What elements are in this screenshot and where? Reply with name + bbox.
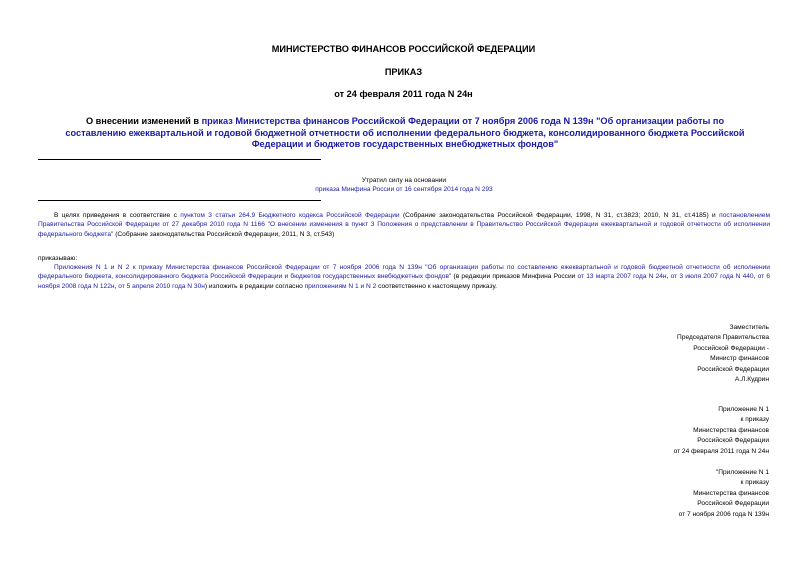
ministry-heading: МИНИСТЕРСТВО ФИНАНСОВ РОССИЙСКОЙ ФЕДЕРАЦИИ xyxy=(271,44,536,54)
doc-type-heading: ПРИКАЗ xyxy=(384,67,423,77)
preamble-link-decree[interactable]: постановлением Правительства Российской Федерации от 27 декабря 2010 года N 1166 "О внесении изменения в пункт 3 Положения о представлении в Правительство Российской Федерации ежеквартальной и годовой отчетности об исполнении федерального бюджета" xyxy=(38,212,770,238)
signature-line: Заместитель xyxy=(729,324,769,331)
appendix1-header xyxy=(674,405,769,457)
appendix1-quoted-line: к приказу xyxy=(740,479,769,487)
appendix1-quoted-line: Российской Федерации xyxy=(697,500,769,508)
signature-name: А.Л.Кудрин xyxy=(734,376,769,384)
order-text-1: (в редакции приказов Минфина России xyxy=(451,273,578,281)
divider-top xyxy=(38,159,321,160)
order-text-6: соответственно к настоящему приказу. xyxy=(376,282,497,290)
appendix1-line: к приказу xyxy=(740,416,769,424)
title-link[interactable]: приказ Министерства финансов Российской Федерации от 7 ноября 2006 года N 139н "Об организации работы по составлению ежеквартальной и годовой бюджетной отчетности об исполнении федерального бюджета, консолидированного бюджета Российской Федерации и бюджетов государственных внебюджетных фондов" xyxy=(65,116,745,150)
appendix1-quoted-header xyxy=(679,468,769,520)
order-text-3: , xyxy=(753,273,758,281)
appendix1-line: Министерства финансов xyxy=(693,426,769,434)
signature-line: Председателя Правительства xyxy=(677,334,769,342)
appendix1-quoted-line: от 7 ноября 2006 года N 139н xyxy=(678,510,769,518)
preamble-text-3: (Собрание законодательства Российской Федерации, 2011, N 3, ст.543) xyxy=(113,230,335,238)
doc-date-number: от 24 февраля 2011 года N 24н xyxy=(334,89,473,99)
order-link-appendices[interactable]: Приложения N 1 и N 2 к приказу Министерства финансов Российской Федерации от 7 ноября 2006 года N 139н "Об организации работы по составлению ежеквартальной и годовой бюджетной отчетности об исполнении федерального бюджета, консолидированного бюджета Российской Федерации и бюджетов государственных внебюджетных фондов" xyxy=(38,264,770,281)
document-title xyxy=(55,116,755,151)
order-paragraph xyxy=(38,263,770,291)
title-prefix: О внесении изменений в xyxy=(85,116,202,126)
order-word: приказываю: xyxy=(38,255,78,262)
order-text-2: , xyxy=(666,273,671,281)
status-link[interactable]: приказа Минфина России от 16 сентября 2014 года N 293 xyxy=(315,186,493,194)
preamble-link-budget-code[interactable]: пунктом 3 статьи 264.9 Бюджетного кодекса Российской Федерации xyxy=(180,212,400,219)
signature-line: Российской Федерации - xyxy=(693,344,769,352)
appendix1-line: Приложение N 1 xyxy=(718,406,769,413)
signature-line: Российской Федерации xyxy=(697,365,769,373)
order-link-30n-2010[interactable]: от 5 апреля 2010 года N 30н xyxy=(118,282,205,290)
order-text-4: , xyxy=(114,282,119,290)
preamble-text-1: В целях приведения в соответствие с xyxy=(54,212,181,219)
appendix1-quoted-line: Министерства финансов xyxy=(693,489,769,497)
order-link-440-2007[interactable]: от 3 июля 2007 года N 440 xyxy=(670,273,754,281)
appendix1-quoted-line: "Приложение N 1 xyxy=(715,469,769,476)
appendix1-line: Российской Федерации xyxy=(697,437,769,445)
order-link-24n-2007[interactable]: от 13 марта 2007 года N 24н xyxy=(577,273,667,281)
signature-block xyxy=(677,323,769,385)
order-link-appendix-1-2[interactable]: приложениям N 1 и N 2 xyxy=(304,282,377,290)
preamble-paragraph xyxy=(38,211,770,239)
divider-bottom xyxy=(38,200,321,201)
preamble-text-2: (Собрание законодательства Российской Федерации, 1998, N 31, ст.3823; 2010, N 31, ст.4185) и xyxy=(399,212,720,219)
order-link-122n-2008[interactable]: от 6 ноября 2008 года N 122н xyxy=(38,273,771,290)
status-line: Утратил силу на основании xyxy=(361,177,447,184)
signature-line: Министр финансов xyxy=(710,355,769,363)
status-note xyxy=(38,176,770,195)
order-text-5: ) изложить в редакции согласно xyxy=(204,282,305,290)
appendix1-line: от 24 февраля 2011 года N 24н xyxy=(673,447,769,455)
